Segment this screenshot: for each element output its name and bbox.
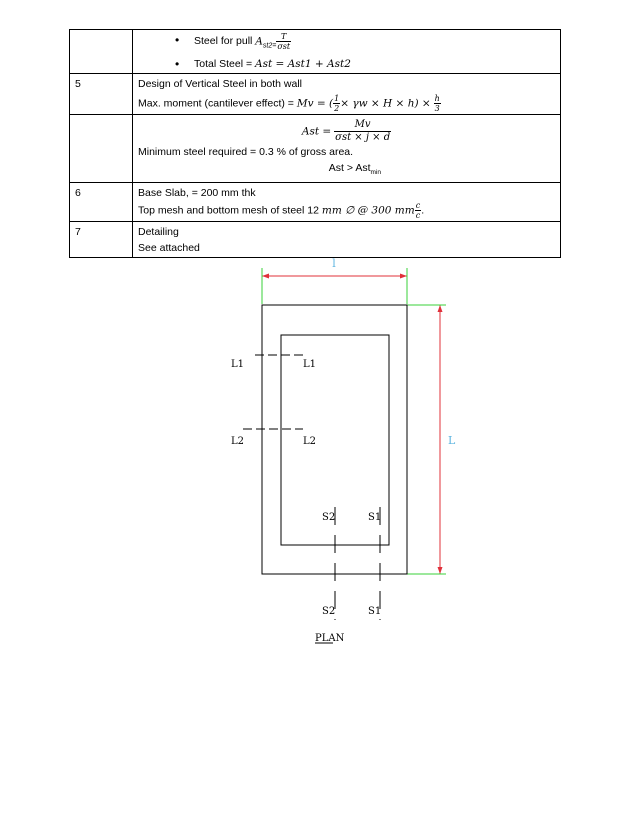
mesh-line: Top mesh and bottom mesh of steel 12 mm ∅ @ 300 mm $\frac{c}{c}$ . xyxy=(138,201,425,221)
ast-compare: Ast > Ast$_{min}$ xyxy=(328,162,381,177)
bullet-label: Steel for pull xyxy=(194,35,256,48)
plan-caption: PLAN xyxy=(315,633,345,644)
outer-wall-outline xyxy=(262,305,407,574)
row-number: 7 xyxy=(70,222,133,258)
row-title: Design of Vertical Steel in both wall xyxy=(138,78,303,91)
fraction: $\frac{T}{\text{σst}}$ xyxy=(277,32,291,51)
section-label: S1 xyxy=(368,512,382,523)
section-label: L1 xyxy=(303,359,317,370)
section-label: L2 xyxy=(303,436,317,447)
arrow-up-icon xyxy=(438,305,443,312)
arrow-right-icon xyxy=(400,274,407,279)
bullet-steel-pull: • Steel for pull $A_{st2=}$ $\frac{T}{\text{σst}}$ xyxy=(138,32,555,54)
row-subtext: See attached xyxy=(138,242,200,255)
row-number: 6 xyxy=(70,183,133,222)
bullet-total-steel: • Total Steel = Ast = Ast1 + Ast2 xyxy=(138,56,555,72)
arrow-left-icon xyxy=(262,274,269,279)
row-number: 5 xyxy=(70,74,133,115)
row-title: Detailing xyxy=(138,226,179,239)
ast-formula: Ast = $\frac{Mv}{\text{σst × j × d}}$ xyxy=(301,119,391,144)
row-title: Base Slab, = 200 mm thk xyxy=(138,187,256,200)
min-steel-text: Minimum steel required = 0.3 % of gross area. xyxy=(138,146,354,159)
section-label: S2 xyxy=(322,606,336,617)
section-label: S1 xyxy=(368,606,382,617)
fraction: $\frac{1}{2}$ xyxy=(334,94,340,114)
arrow-down-icon xyxy=(438,567,443,574)
bullet-label: Total Steel = xyxy=(194,58,255,71)
section-label: L1 xyxy=(231,359,245,370)
dim-width-label: l xyxy=(332,257,336,270)
dim-length-label: L xyxy=(448,434,456,447)
fraction: $\frac{Mv}{\text{σst × j × d}}$ xyxy=(335,119,391,144)
fraction: $\frac{h}{3}$ xyxy=(434,94,440,114)
fraction: $\frac{c}{c}$ xyxy=(415,201,421,221)
moment-line: Max. moment (cantilever effect) = Mv = ( $\frac{1}{2}$ × γw × H × h) × $\frac{h}{3}$ xyxy=(138,94,440,114)
section-label: S2 xyxy=(322,512,336,523)
section-label: L2 xyxy=(231,436,245,447)
